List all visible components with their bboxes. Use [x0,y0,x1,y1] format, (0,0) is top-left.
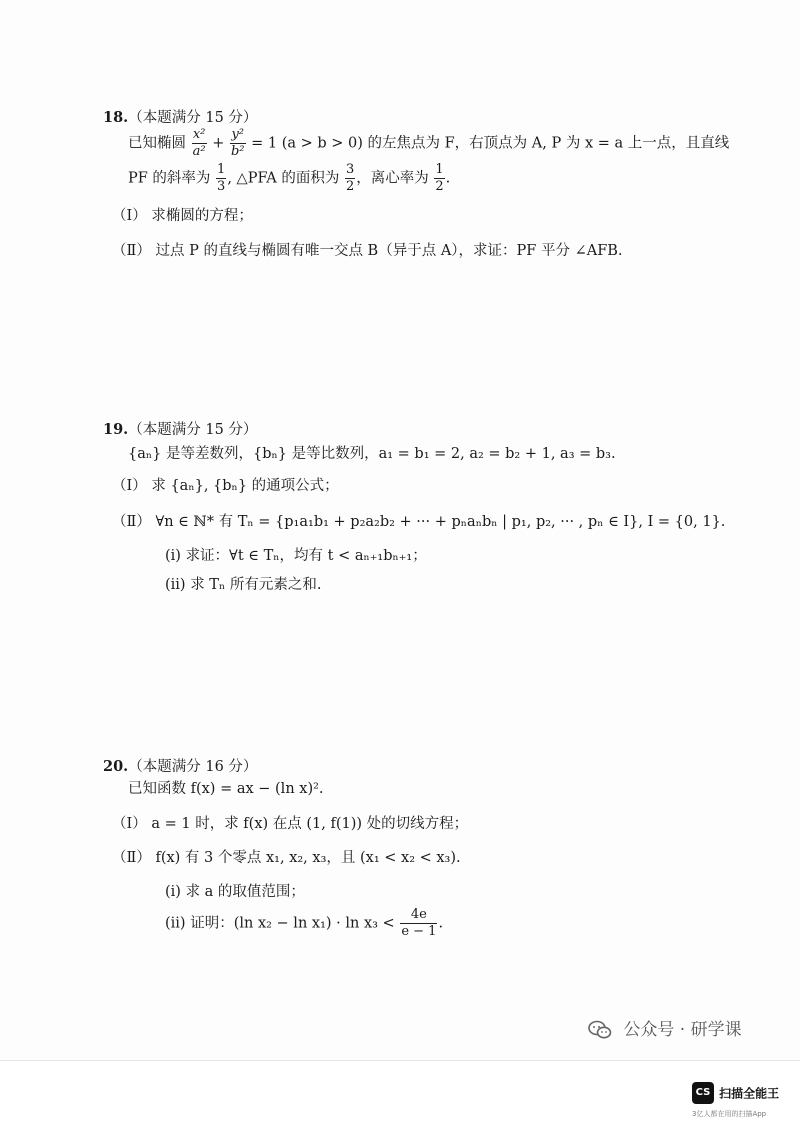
problem-19-subpart-ii [165,575,321,595]
frac-num: 3 [345,162,355,177]
frac-den: b² [230,144,245,159]
brand-name: 扫描全能王 [719,1086,780,1101]
part-label: （Ⅱ） [112,243,151,259]
wechat-icon [588,1020,612,1040]
frac-den: 2 [345,179,355,194]
stem-text: . [445,170,451,187]
subpart-label: (i) [165,884,181,900]
problem-number: 19. [103,421,129,438]
watermark-text: 公众号 · 研学课 [623,1020,742,1040]
fraction-y2-b2 [230,127,246,160]
problem-20-part-1 [112,814,468,834]
fraction-4e-over-e-minus-1 [400,907,437,940]
problem-20-subpart-ii [165,907,443,940]
frac-num: x² [192,127,206,142]
subpart-text: . [438,915,444,932]
fraction-area [345,162,355,195]
stem-text: 的左焦点为 F，右顶点为 A, P 为 x = a 上一点，且直线 [367,135,730,152]
problem-19-subpart-i [165,546,427,566]
problem-number: 20. [103,758,129,775]
frac-num: y² [231,127,244,142]
frac-num: 1 [217,162,226,177]
scanner-brand [692,1082,779,1104]
part-text: ∀n ∈ ℕ* 有 Tₙ = {p₁a₁b₁ + p₂a₂b₂ + ··· + pₙaₙbₙ | p₁, p₂, ··· , pₙ ∈ I}, I = {0, 1}. [155,514,726,530]
subpart-text: 证明：(ln x₂ − ln x₁) · ln x₃ < [190,915,395,932]
part-label: （Ⅰ） [112,478,147,494]
part-label: （Ⅱ） [112,850,151,866]
problem-18-part-1 [112,206,253,226]
frac-den: 3 [217,179,226,194]
problem-20-part-2 [112,848,461,868]
problem-score: （本题满分 16 分） [128,759,258,775]
subpart-text: 求 a 的取值范围； [185,884,305,900]
part-text: 求椭圆的方程； [151,208,253,224]
stem-text: , △PFA 的面积为 [227,170,340,187]
subpart-text: 求 Tₙ 所有元素之和. [190,577,322,593]
problem-20-stem: 已知函数 f(x) = ax − (ln x)². [128,781,324,797]
footer-divider [0,1060,800,1061]
fraction-slope [216,162,226,195]
subpart-label: (i) [165,548,181,564]
subpart-label: (ii) [165,577,186,593]
plus-sign: + [212,135,225,152]
problem-20-subpart-i [165,882,305,902]
stem-text: PF 的斜率为 [128,170,211,187]
problem-score: （本题满分 15 分） [128,110,258,126]
part-text: f(x) 有 3 个零点 x₁, x₂, x₃，且 (x₁ < x₂ < x₃). [155,850,461,866]
problem-20-header [103,757,257,777]
fraction-eccentricity [434,162,444,195]
stem-text: ，离心率为 [356,170,429,187]
part-text: 求 {aₙ}, {bₙ} 的通项公式； [151,478,339,494]
problem-score: （本题满分 15 分） [128,422,258,438]
part-label: （Ⅰ） [112,816,147,832]
problem-19-part-2 [112,512,725,532]
problem-19-part-1 [112,476,339,496]
problem-19-header [103,420,257,440]
frac-num: 1 [435,162,444,177]
part-text: a = 1 时，求 f(x) 在点 (1, f(1)) 处的切线方程； [151,816,469,832]
part-label: （Ⅱ） [112,514,151,530]
frac-den: 2 [435,179,444,194]
problem-number: 18. [103,109,129,126]
brand-tagline: 3亿人都在用的扫描App [692,1110,767,1118]
frac-num: 4e [400,907,437,924]
cs-logo-icon: CS [692,1082,714,1104]
problem-18-part-2 [112,241,623,261]
subpart-label: (ii) [165,915,186,932]
problem-18-header [103,108,257,128]
frac-den: a² [192,144,206,159]
stem-text: 已知椭圆 [128,135,186,152]
problem-18-stem-line1 [128,127,729,160]
problem-19-stem: {aₙ} 是等差数列，{bₙ} 是等比数列，a₁ = b₁ = 2, a₂ = b₂ + 1, a₃ = b₃. [128,446,616,462]
wechat-watermark [588,1015,742,1040]
subpart-text: 求证：∀t ∈ Tₙ，均有 t < aₙ₊₁bₙ₊₁； [185,548,427,564]
part-text: 过点 P 的直线与椭圆有唯一交点 B（异于点 A），求证：PF 平分 ∠AFB. [155,243,623,259]
frac-den: e − 1 [401,924,437,939]
fraction-x2-a2 [192,127,207,160]
problem-18-stem-line2 [128,162,450,195]
equation-rest: = 1 (a > b > 0) [251,135,363,152]
part-label: （Ⅰ） [112,208,147,224]
